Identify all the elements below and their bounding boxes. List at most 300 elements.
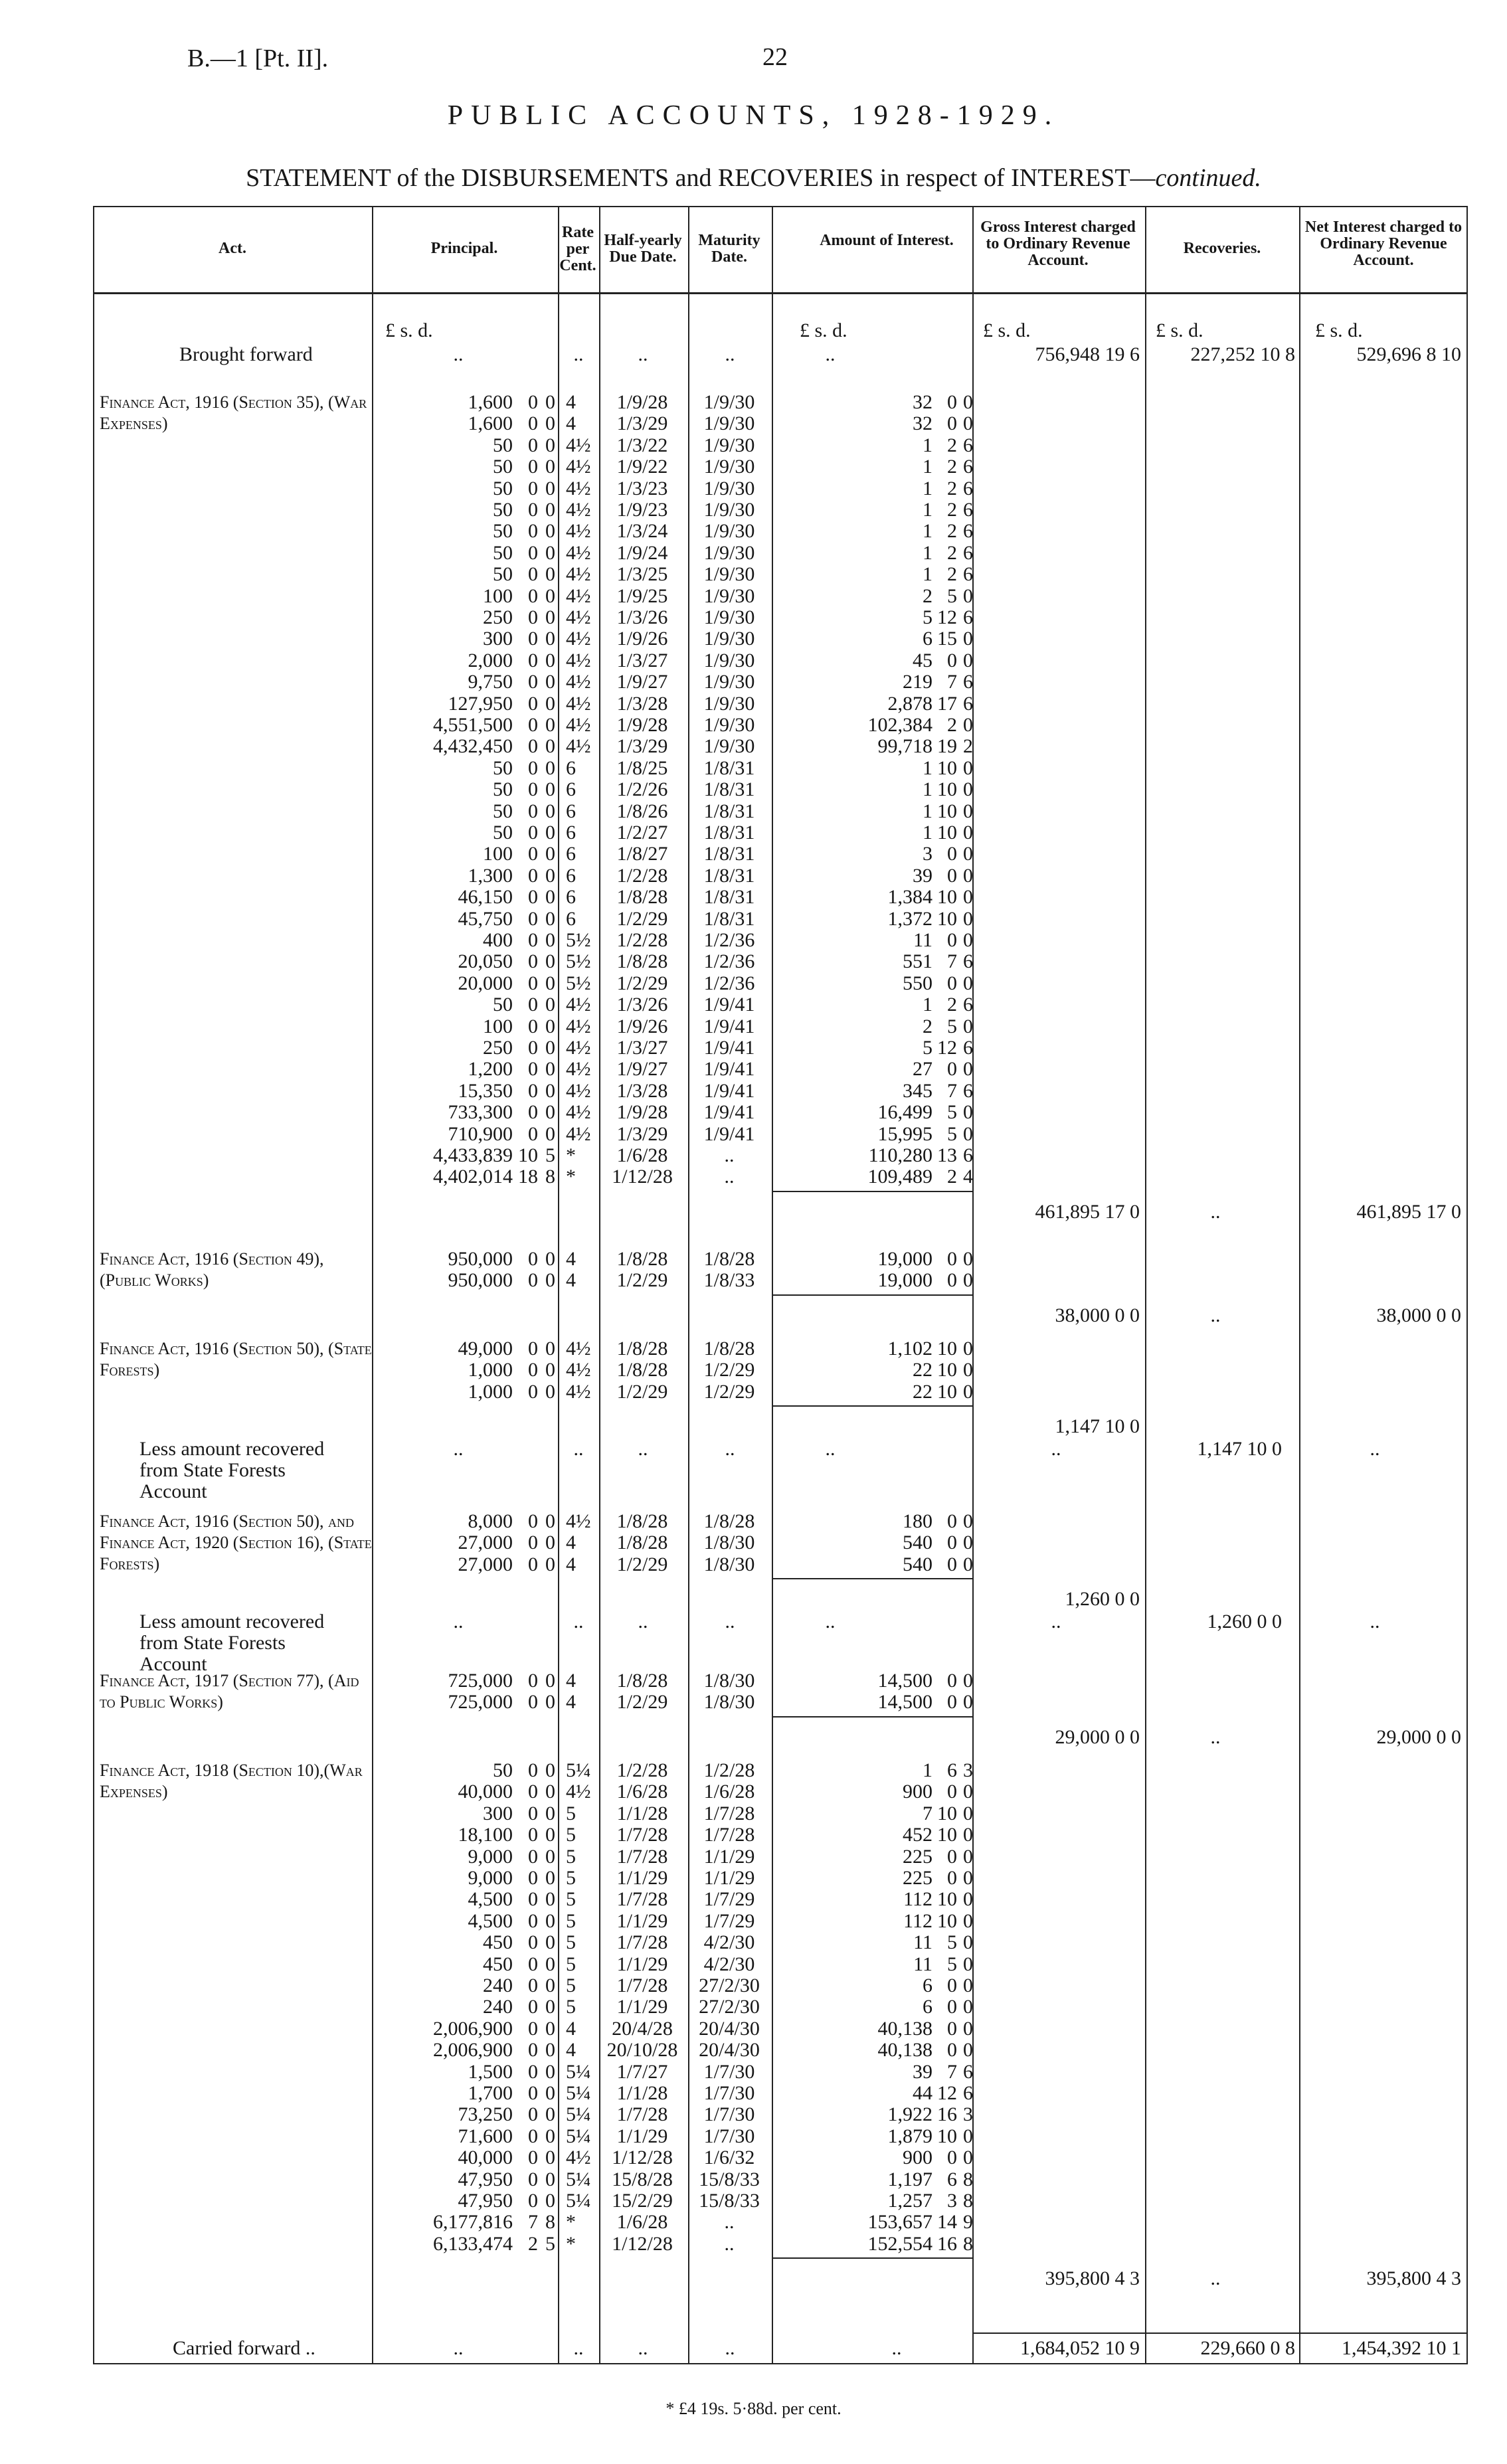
halfyearly-date: 1/9/27	[616, 1058, 668, 1081]
principal-shillings: 0	[528, 1380, 538, 1403]
col-head-gross: Gross Interest charged to Ordinary Revenue Account.	[980, 219, 1136, 269]
amount-pence: 6	[963, 477, 973, 499]
maturity-date: 1/9/30	[703, 541, 755, 564]
principal-pounds: 4,500	[468, 1909, 513, 1932]
rate: 6	[566, 843, 576, 865]
principal-shillings: 0	[528, 864, 538, 887]
less-dots: ..	[573, 1438, 584, 1460]
halfyearly-date: 1/8/28	[616, 950, 668, 973]
amount-pence: 0	[963, 843, 973, 865]
principal-pence: 0	[545, 692, 555, 715]
amount-pounds: 5	[923, 1037, 932, 1059]
rate: 5¼	[566, 2103, 591, 2126]
net-interest: 395,800 4 3	[1366, 2267, 1461, 2290]
halfyearly-date: 1/12/28	[612, 2147, 673, 2169]
maturity-date: 1/7/28	[703, 1802, 755, 1824]
rate: 6	[566, 822, 576, 843]
amount-shillings: 0	[947, 1553, 957, 1575]
brought-forward-label: Brought forward	[179, 343, 313, 365]
rate: 6	[566, 756, 576, 779]
amount-shillings: 2	[947, 456, 957, 478]
principal-shillings: 0	[528, 456, 538, 478]
amount-pounds: 1	[923, 520, 932, 543]
amount-shillings: 2	[947, 714, 957, 736]
principal-pence: 0	[545, 1781, 555, 1803]
amount-shillings: 0	[947, 1532, 957, 1554]
halfyearly-date: 1/8/28	[616, 1670, 668, 1692]
principal-pence: 0	[545, 2147, 555, 2169]
principal-shillings: 0	[528, 1122, 538, 1145]
maturity-date: 1/7/30	[703, 2060, 755, 2083]
amount-shillings: 12	[937, 1037, 957, 1059]
amount-shillings: 7	[947, 1079, 957, 1102]
halfyearly-date: 1/8/25	[616, 756, 668, 779]
rate: 4½	[566, 994, 591, 1016]
principal-pence: 0	[545, 1996, 555, 2018]
subtotal-rule	[772, 1578, 972, 1579]
amount-pence: 0	[963, 1058, 973, 1081]
maturity-date: 1/8/31	[703, 778, 755, 801]
table-top-rule	[93, 206, 1468, 207]
principal-pence: 0	[545, 520, 555, 543]
principal-pounds: 1,500	[468, 2060, 513, 2083]
rate: 4½	[566, 714, 591, 736]
amount-shillings: 17	[937, 692, 957, 715]
principal-shillings: 10	[518, 1144, 538, 1166]
amount-shillings: 2	[947, 477, 957, 499]
amount-pounds: 1	[923, 800, 932, 822]
amount-shillings: 2	[947, 520, 957, 543]
amount-shillings: 5	[947, 1953, 957, 1975]
principal-pounds: 8,000	[468, 1510, 513, 1532]
carried-forward-label: Carried forward ..	[173, 2337, 315, 2359]
rate: 4½	[566, 1058, 591, 1081]
principal-pounds: 49,000	[458, 1338, 513, 1360]
halfyearly-date: 1/8/28	[616, 886, 668, 909]
amount-pounds: 2	[923, 584, 932, 607]
amount-pence: 0	[963, 1510, 973, 1532]
halfyearly-date: 1/8/28	[616, 1510, 668, 1532]
amount-pounds: 6	[923, 1975, 932, 1996]
principal-pence: 0	[545, 1953, 555, 1975]
section-recoveries: ..	[1210, 1725, 1221, 1748]
amount-pence: 0	[963, 907, 973, 930]
principal-shillings: 2	[528, 2232, 538, 2255]
amount-pence: 0	[963, 1359, 973, 1381]
principal-pounds: 733,300	[448, 1101, 513, 1124]
amount-pounds: 22	[913, 1380, 932, 1403]
principal-pounds: 2,000	[468, 649, 513, 671]
amount-shillings: 0	[947, 1510, 957, 1532]
amount-pence: 0	[963, 1248, 973, 1270]
amount-pounds: 452	[903, 1824, 932, 1846]
amount-pence: 0	[963, 1269, 973, 1292]
principal-shillings: 0	[528, 692, 538, 715]
principal-pence: 0	[545, 1058, 555, 1081]
principal-shillings: 0	[528, 628, 538, 650]
amount-pounds: 1	[923, 563, 932, 586]
principal-pence: 0	[545, 1037, 555, 1059]
principal-pounds: 27,000	[458, 1532, 513, 1554]
principal-shillings: 0	[528, 606, 538, 628]
principal-shillings: 0	[528, 584, 538, 607]
principal-pence: 0	[545, 1122, 555, 1145]
less-dots: ..	[1051, 1438, 1061, 1460]
amount-pence: 0	[963, 649, 973, 671]
amount-pounds: 1,384	[887, 886, 932, 909]
cf-dots: ..	[638, 2337, 648, 2359]
amount-pounds: 39	[913, 2060, 932, 2083]
amount-pence: 4	[963, 1166, 973, 1188]
less-recovered-label: Less amount recovered from State Forests Account	[139, 1611, 325, 1676]
amount-shillings: 0	[947, 1996, 957, 2018]
amount-shillings: 2	[947, 563, 957, 586]
principal-pounds: 100	[483, 584, 513, 607]
col-head-rate: Rate per Cent.	[559, 224, 596, 274]
halfyearly-date: 1/2/29	[616, 1553, 668, 1575]
halfyearly-date: 1/8/27	[616, 843, 668, 865]
principal-pence: 0	[545, 1532, 555, 1554]
amount-pounds: 2	[923, 1015, 932, 1037]
amount-pence: 0	[963, 1338, 973, 1360]
maturity-date: 1/9/30	[703, 412, 755, 435]
amount-shillings: 7	[947, 950, 957, 973]
halfyearly-date: 1/1/28	[616, 1802, 668, 1824]
principal-shillings: 0	[528, 1996, 538, 2018]
principal-pounds: 20,000	[458, 972, 513, 994]
amount-pounds: 225	[903, 1867, 932, 1889]
rate: 6	[566, 907, 576, 930]
cf-dots: ..	[725, 2337, 735, 2359]
amount-pounds: 11	[913, 929, 932, 951]
bf-dots: ..	[825, 343, 836, 365]
amount-shillings: 6	[947, 1759, 957, 1781]
maturity-date: 1/6/28	[703, 1781, 755, 1803]
maturity-date: 1/8/28	[703, 1338, 755, 1360]
principal-pounds: 950,000	[448, 1269, 513, 1292]
column-rule	[558, 206, 559, 2364]
rate: 4½	[566, 1015, 591, 1037]
maturity-date: 1/9/41	[703, 1058, 755, 1081]
principal-shillings: 0	[528, 671, 538, 693]
amount-pence: 0	[963, 1867, 973, 1889]
principal-pounds: 50	[493, 822, 513, 843]
act-name: Finance Act, 1916 (Section 35), (War Expenses)	[100, 393, 367, 433]
gross-interest: 29,000 0 0	[1055, 1725, 1140, 1748]
amount-pence: 6	[963, 1037, 973, 1059]
halfyearly-date: 1/1/29	[616, 1953, 668, 1975]
rate: 5	[566, 1996, 576, 2018]
amount-pounds: 1,257	[887, 2190, 932, 2212]
principal-shillings: 0	[528, 822, 538, 843]
maturity-date: 1/9/30	[703, 520, 755, 543]
principal-shillings: 0	[528, 1058, 538, 1081]
maturity-date: 1/8/31	[703, 800, 755, 822]
halfyearly-date: 1/12/28	[612, 1166, 673, 1188]
halfyearly-date: 20/4/28	[612, 2017, 673, 2040]
maturity-date: 1/9/41	[703, 994, 755, 1016]
amount-shillings: 10	[937, 1359, 957, 1381]
principal-pounds: 20,050	[458, 950, 513, 973]
principal-pounds: 4,402,014	[433, 1166, 513, 1188]
section-recoveries: ..	[1210, 1200, 1221, 1223]
maturity-date: 1/9/41	[703, 1015, 755, 1037]
halfyearly-date: 1/3/29	[616, 412, 668, 435]
interest-table	[93, 206, 1468, 2364]
less-dots: ..	[1370, 1611, 1380, 1633]
principal-pence: 0	[545, 456, 555, 478]
principal-pence: 0	[545, 649, 555, 671]
amount-pence: 8	[963, 2232, 973, 2255]
col-head-maturity: Maturity Date.	[698, 232, 760, 266]
amount-pence: 6	[963, 541, 973, 564]
halfyearly-date: 1/1/29	[616, 2125, 668, 2147]
amount-pounds: 45	[913, 649, 932, 671]
amount-pounds: 550	[903, 972, 932, 994]
amount-pence: 6	[963, 692, 973, 715]
amount-pence: 0	[963, 1824, 973, 1846]
amount-shillings: 2	[947, 434, 957, 456]
amount-pounds: 22	[913, 1359, 932, 1381]
amount-shillings: 14	[937, 2211, 957, 2234]
principal-pounds: 1,600	[468, 412, 513, 435]
rate: 4	[566, 1532, 576, 1554]
rate: 4½	[566, 735, 591, 758]
amount-pounds: 900	[903, 1781, 932, 1803]
halfyearly-date: 1/3/25	[616, 563, 668, 586]
amount-shillings: 5	[947, 1122, 957, 1145]
principal-pounds: 450	[483, 1931, 513, 1954]
amount-pence: 0	[963, 1122, 973, 1145]
amount-shillings: 12	[937, 2082, 957, 2104]
amount-shillings: 10	[937, 1802, 957, 1824]
subtotal-rule	[772, 1405, 972, 1407]
principal-shillings: 0	[528, 1867, 538, 1889]
principal-shillings: 0	[528, 1691, 538, 1714]
amount-pounds: 551	[903, 950, 932, 973]
amount-pounds: 900	[903, 2147, 932, 2169]
bf-dots: ..	[638, 343, 648, 365]
principal-pounds: 6,133,474	[433, 2232, 513, 2255]
rate: 4½	[566, 1781, 591, 1803]
principal-pence: 0	[545, 477, 555, 499]
amount-pounds: 11	[913, 1953, 932, 1975]
subtotal-rule	[772, 1294, 972, 1296]
amount-pence: 0	[963, 1931, 973, 1954]
act-name: Finance Act, 1916 (Section 49), (Public Works)	[100, 1249, 324, 1290]
principal-pence: 0	[545, 1269, 555, 1292]
amount-pence: 6	[963, 2060, 973, 2083]
principal-pence: 0	[545, 563, 555, 586]
principal-pence: 0	[545, 994, 555, 1016]
principal-pence: 0	[545, 822, 555, 843]
amount-shillings: 0	[947, 649, 957, 671]
amount-currency-heading: £ s. d.	[800, 319, 847, 341]
rate: 4	[566, 412, 576, 435]
subtotal-rule	[772, 2257, 972, 2259]
amount-shillings: 7	[947, 2060, 957, 2083]
principal-pence: 0	[545, 1845, 555, 1868]
amount-shillings: 0	[947, 1269, 957, 1292]
principal-pounds: 240	[483, 1996, 513, 2018]
maturity-date: 1/9/30	[703, 391, 755, 413]
maturity-date: 1/2/28	[703, 1759, 755, 1781]
principal-shillings: 0	[528, 1953, 538, 1975]
amount-pounds: 16,499	[877, 1101, 932, 1124]
halfyearly-date: 20/10/28	[606, 2039, 678, 2062]
principal-pounds: 100	[483, 843, 513, 865]
principal-shillings: 0	[528, 2082, 538, 2104]
col-head-net: Net Interest charged to Ordinary Revenue Account.	[1304, 219, 1463, 269]
halfyearly-date: 1/3/22	[616, 434, 668, 456]
maturity-date: 1/8/31	[703, 886, 755, 909]
amount-pounds: 1	[923, 477, 932, 499]
amount-pounds: 19,000	[877, 1269, 932, 1292]
maturity-date: 1/9/41	[703, 1079, 755, 1102]
principal-pence: 0	[545, 735, 555, 758]
amount-pence: 0	[963, 972, 973, 994]
amount-pence: 0	[963, 1909, 973, 1932]
amount-shillings: 10	[937, 822, 957, 843]
less-dots: ..	[1051, 1611, 1061, 1633]
maturity-date: 1/9/41	[703, 1037, 755, 1059]
principal-shillings: 0	[528, 2103, 538, 2126]
amount-pounds: 5	[923, 606, 932, 628]
amount-pence: 8	[963, 2168, 973, 2190]
rate: 4	[566, 391, 576, 413]
principal-pence: 0	[545, 628, 555, 650]
cf-dots: ..	[573, 2337, 584, 2359]
gross-interest: 461,895 17 0	[1035, 1200, 1140, 1223]
column-rule	[93, 206, 94, 2364]
principal-pounds: 1,000	[468, 1380, 513, 1403]
amount-pence: 0	[963, 1802, 973, 1824]
halfyearly-date: 1/9/28	[616, 391, 668, 413]
act-name: Finance Act, 1916 (Section 50), (State Forests)	[100, 1339, 372, 1379]
amount-shillings: 5	[947, 584, 957, 607]
maturity-date: 1/9/30	[703, 735, 755, 758]
principal-pence: 0	[545, 1670, 555, 1692]
amount-pounds: 14,500	[877, 1670, 932, 1692]
maturity-date: 15/8/33	[699, 2190, 760, 2212]
maturity-date: 1/9/30	[703, 434, 755, 456]
amount-pence: 0	[963, 2125, 973, 2147]
principal-pence: 0	[545, 1510, 555, 1532]
rate: *	[566, 1166, 576, 1188]
principal-shillings: 0	[528, 434, 538, 456]
amount-pence: 6	[963, 520, 973, 543]
amount-pence: 0	[963, 929, 973, 951]
principal-pence: 0	[545, 2190, 555, 2212]
rate: 6	[566, 778, 576, 801]
principal-pence: 0	[545, 778, 555, 801]
net-currency-heading: £ s. d.	[1315, 319, 1363, 341]
principal-shillings: 0	[528, 1975, 538, 1996]
cf-recoveries: 229,660 0 8	[1200, 2337, 1295, 2359]
net-interest: 29,000 0 0	[1376, 1725, 1461, 1748]
principal-pence: 5	[545, 1144, 555, 1166]
rate: 4	[566, 1553, 576, 1575]
amount-pence: 0	[963, 1845, 973, 1868]
principal-pounds: 4,433,839	[433, 1144, 513, 1166]
bf-gross: 756,948 19 6	[1035, 343, 1140, 365]
principal-pounds: 9,750	[468, 671, 513, 693]
amount-shillings: 19	[937, 735, 957, 758]
rate: 6	[566, 864, 576, 887]
amount-shillings: 10	[937, 756, 957, 779]
amount-shillings: 5	[947, 1101, 957, 1124]
principal-shillings: 0	[528, 520, 538, 543]
principal-shillings: 0	[528, 2060, 538, 2083]
gross-currency-heading: £ s. d.	[983, 319, 1031, 341]
rate: 4½	[566, 499, 591, 521]
principal-shillings: 0	[528, 412, 538, 435]
amount-pounds: 1	[923, 994, 932, 1016]
principal-pounds: 4,551,500	[433, 714, 513, 736]
column-rule	[1145, 206, 1146, 2364]
principal-shillings: 0	[528, 2017, 538, 2040]
principal-pounds: 40,000	[458, 1781, 513, 1803]
principal-pence: 0	[545, 1553, 555, 1575]
rate: 4½	[566, 1037, 591, 1059]
amount-pence: 0	[963, 2039, 973, 2062]
amount-pence: 0	[963, 2147, 973, 2169]
amount-pence: 0	[963, 822, 973, 843]
principal-shillings: 0	[528, 1759, 538, 1781]
principal-pence: 0	[545, 756, 555, 779]
halfyearly-date: 15/8/28	[612, 2168, 673, 2190]
amount-pence: 6	[963, 950, 973, 973]
principal-pence: 0	[545, 541, 555, 564]
amount-shillings: 0	[947, 412, 957, 435]
amount-pence: 2	[963, 735, 973, 758]
amount-pence: 6	[963, 434, 973, 456]
principal-shillings: 0	[528, 1101, 538, 1124]
page-reference: B.—1 [Pt. II].	[187, 44, 329, 72]
amount-pounds: 15,995	[877, 1122, 932, 1145]
rate: 5	[566, 1845, 576, 1868]
rate: 5½	[566, 972, 591, 994]
amount-pence: 0	[963, 391, 973, 413]
amount-pounds: 1	[923, 434, 932, 456]
amount-pence: 8	[963, 2190, 973, 2212]
rate: *	[566, 2211, 576, 2234]
amount-pounds: 3	[923, 843, 932, 865]
principal-shillings: 0	[528, 1553, 538, 1575]
principal-pounds: 1,000	[468, 1359, 513, 1381]
amount-pence: 0	[963, 1888, 973, 1911]
principal-pence: 0	[545, 412, 555, 435]
principal-pence: 0	[545, 1867, 555, 1889]
maturity-date: 1/8/31	[703, 843, 755, 865]
recoveries-currency-heading: £ s. d.	[1156, 319, 1203, 341]
amount-shillings: 5	[947, 1015, 957, 1037]
maturity-date: 20/4/30	[699, 2039, 760, 2062]
principal-pence: 0	[545, 2168, 555, 2190]
rate: 4½	[566, 2147, 591, 2169]
halfyearly-date: 1/9/23	[616, 499, 668, 521]
principal-shillings: 18	[518, 1166, 538, 1188]
principal-pounds: 18,100	[458, 1824, 513, 1846]
maturity-date: 4/2/30	[703, 1953, 755, 1975]
maturity-date: 1/9/41	[703, 1101, 755, 1124]
amount-pounds: 152,554	[867, 2232, 932, 2255]
less-recoveries: 1,147 10 0	[1197, 1438, 1282, 1460]
principal-shillings: 0	[528, 2125, 538, 2147]
less-dots: ..	[573, 1611, 584, 1633]
maturity-date: 1/7/30	[703, 2125, 755, 2147]
header-rule	[93, 292, 1468, 294]
